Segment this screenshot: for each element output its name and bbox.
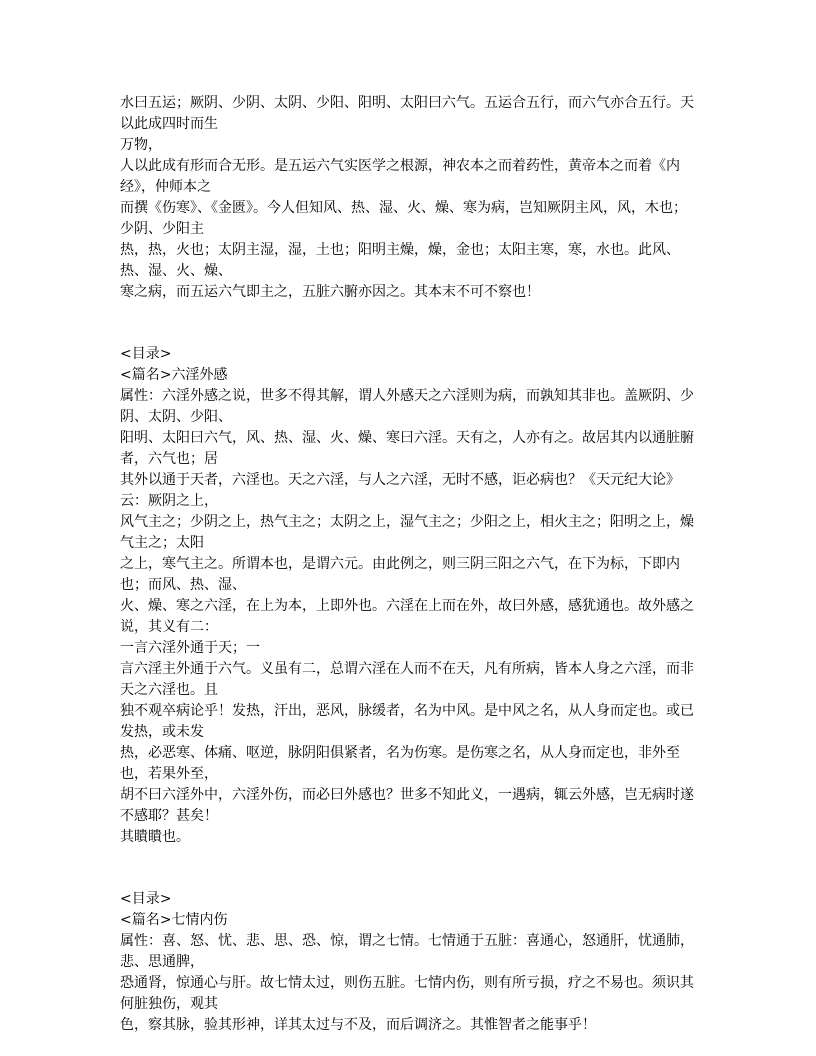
text-line: 其外以通于天者，六淫也。天之六淫，与人之六淫，无时不感，讵必病也？《天元纪大论》云：厥阴之上， — [120, 472, 680, 509]
text-line: 其瞶瞶也。 — [120, 829, 190, 845]
text-line: 万物， — [120, 137, 162, 153]
text-line: 胡不曰六淫外中，六淫外伤，而必曰外感也？世多不知此义，一遇病，辄云外感，岂无病时遂不感耶？甚矣！ — [120, 787, 694, 824]
text-line: 而撰《伤寒》、《金匮》。今人但知风、热、湿、火、燥、寒为病，岂知厥阴主风，风，木也；少阴、少阳主 — [120, 200, 687, 237]
text-line: 言六淫主外通于六气。义虽有二，总谓六淫在人而不在天，凡有所病，皆本人身之六淫，而非天之六淫也。且 — [120, 661, 694, 698]
section-qiqing-neishang — [120, 889, 698, 1036]
text-line: 之上，寒气主之。所谓本也，是谓六元。由此例之，则三阴三阳之六气，在下为标，下即内也；而风、热、湿、 — [120, 556, 680, 593]
text-line: 热，热，火也；太阴主湿，湿，土也；阳明主燥，燥，金也；太阳主寒，寒，水也。此风、热、湿、火、燥、 — [120, 242, 680, 279]
text-line: 寒之病，而五运六气即主之，五脏六腑亦因之。其本末不可不察也！ — [120, 284, 540, 300]
text-line: 色，察其脉，验其形神，详其太过与不及，而后调济之。其惟智者之能事乎！ — [120, 1017, 596, 1033]
text-line: 属性：六淫外感之说，世多不得其解，谓人外感天之六淫则为病，而孰知其非也。盖厥阴、少阴、太阴、少阳、 — [120, 388, 694, 425]
intro-section — [120, 93, 698, 303]
section-heading: <篇名>六淫外感 — [120, 367, 228, 383]
text-line: 火、燥、寒之六淫，在上为本，上即外也。六淫在上而在外，故曰外感，感犹通也。故外感之说，其义有二： — [120, 598, 694, 635]
text-line: 独不观卒病论乎！发热，汗出，恶风，脉缓者，名为中风。是中风之名，从人身而定也。或已发热，或未发 — [120, 703, 694, 740]
text-line: 风气主之；少阴之上，热气主之；太阴之上，湿气主之；少阳之上，相火主之；阳明之上，燥气主之；太阳 — [120, 514, 694, 551]
document-page — [120, 93, 698, 1036]
toc-marker: <目录> — [120, 891, 172, 907]
text-line: 热，必恶寒、体痛、呕逆，脉阴阳俱紧者，名为伤寒。是伤寒之名，从人身而定也，非外至也，若果外至， — [120, 745, 680, 782]
text-line: 恐通肾，惊通心与肝。故七情太过，则伤五脏。七情内伤，则有所亏损，疗之不易也。须识其何脏独伤，观其 — [120, 975, 694, 1012]
text-line: 属性：喜、怒、忧、悲、思、恐、惊，谓之七情。七情通于五脏：喜通心，怒通肝，忧通肺，悲、思通脾， — [120, 933, 694, 970]
section-heading: <篇名>七情内伤 — [120, 912, 228, 928]
text-line: 阳明、太阳曰六气，风、热、湿、火、燥、寒曰六淫。天有之，人亦有之。故居其内以通脏腑者，六气也；居 — [120, 430, 694, 467]
section-liuyin-waigan — [120, 344, 698, 848]
toc-marker: <目录> — [120, 346, 172, 362]
text-line: 一言六淫外通于天；一 — [120, 640, 260, 656]
text-line: 水曰五运；厥阴、少阴、太阴、少阳、阳明、太阳曰六气。五运合五行，而六气亦合五行。天以此成四时而生 — [120, 95, 694, 132]
text-line: 人以此成有形而合无形。是五运六气实医学之根源，神农本之而着药性，黄帝本之而着《内经》，仲师本之 — [120, 158, 680, 195]
